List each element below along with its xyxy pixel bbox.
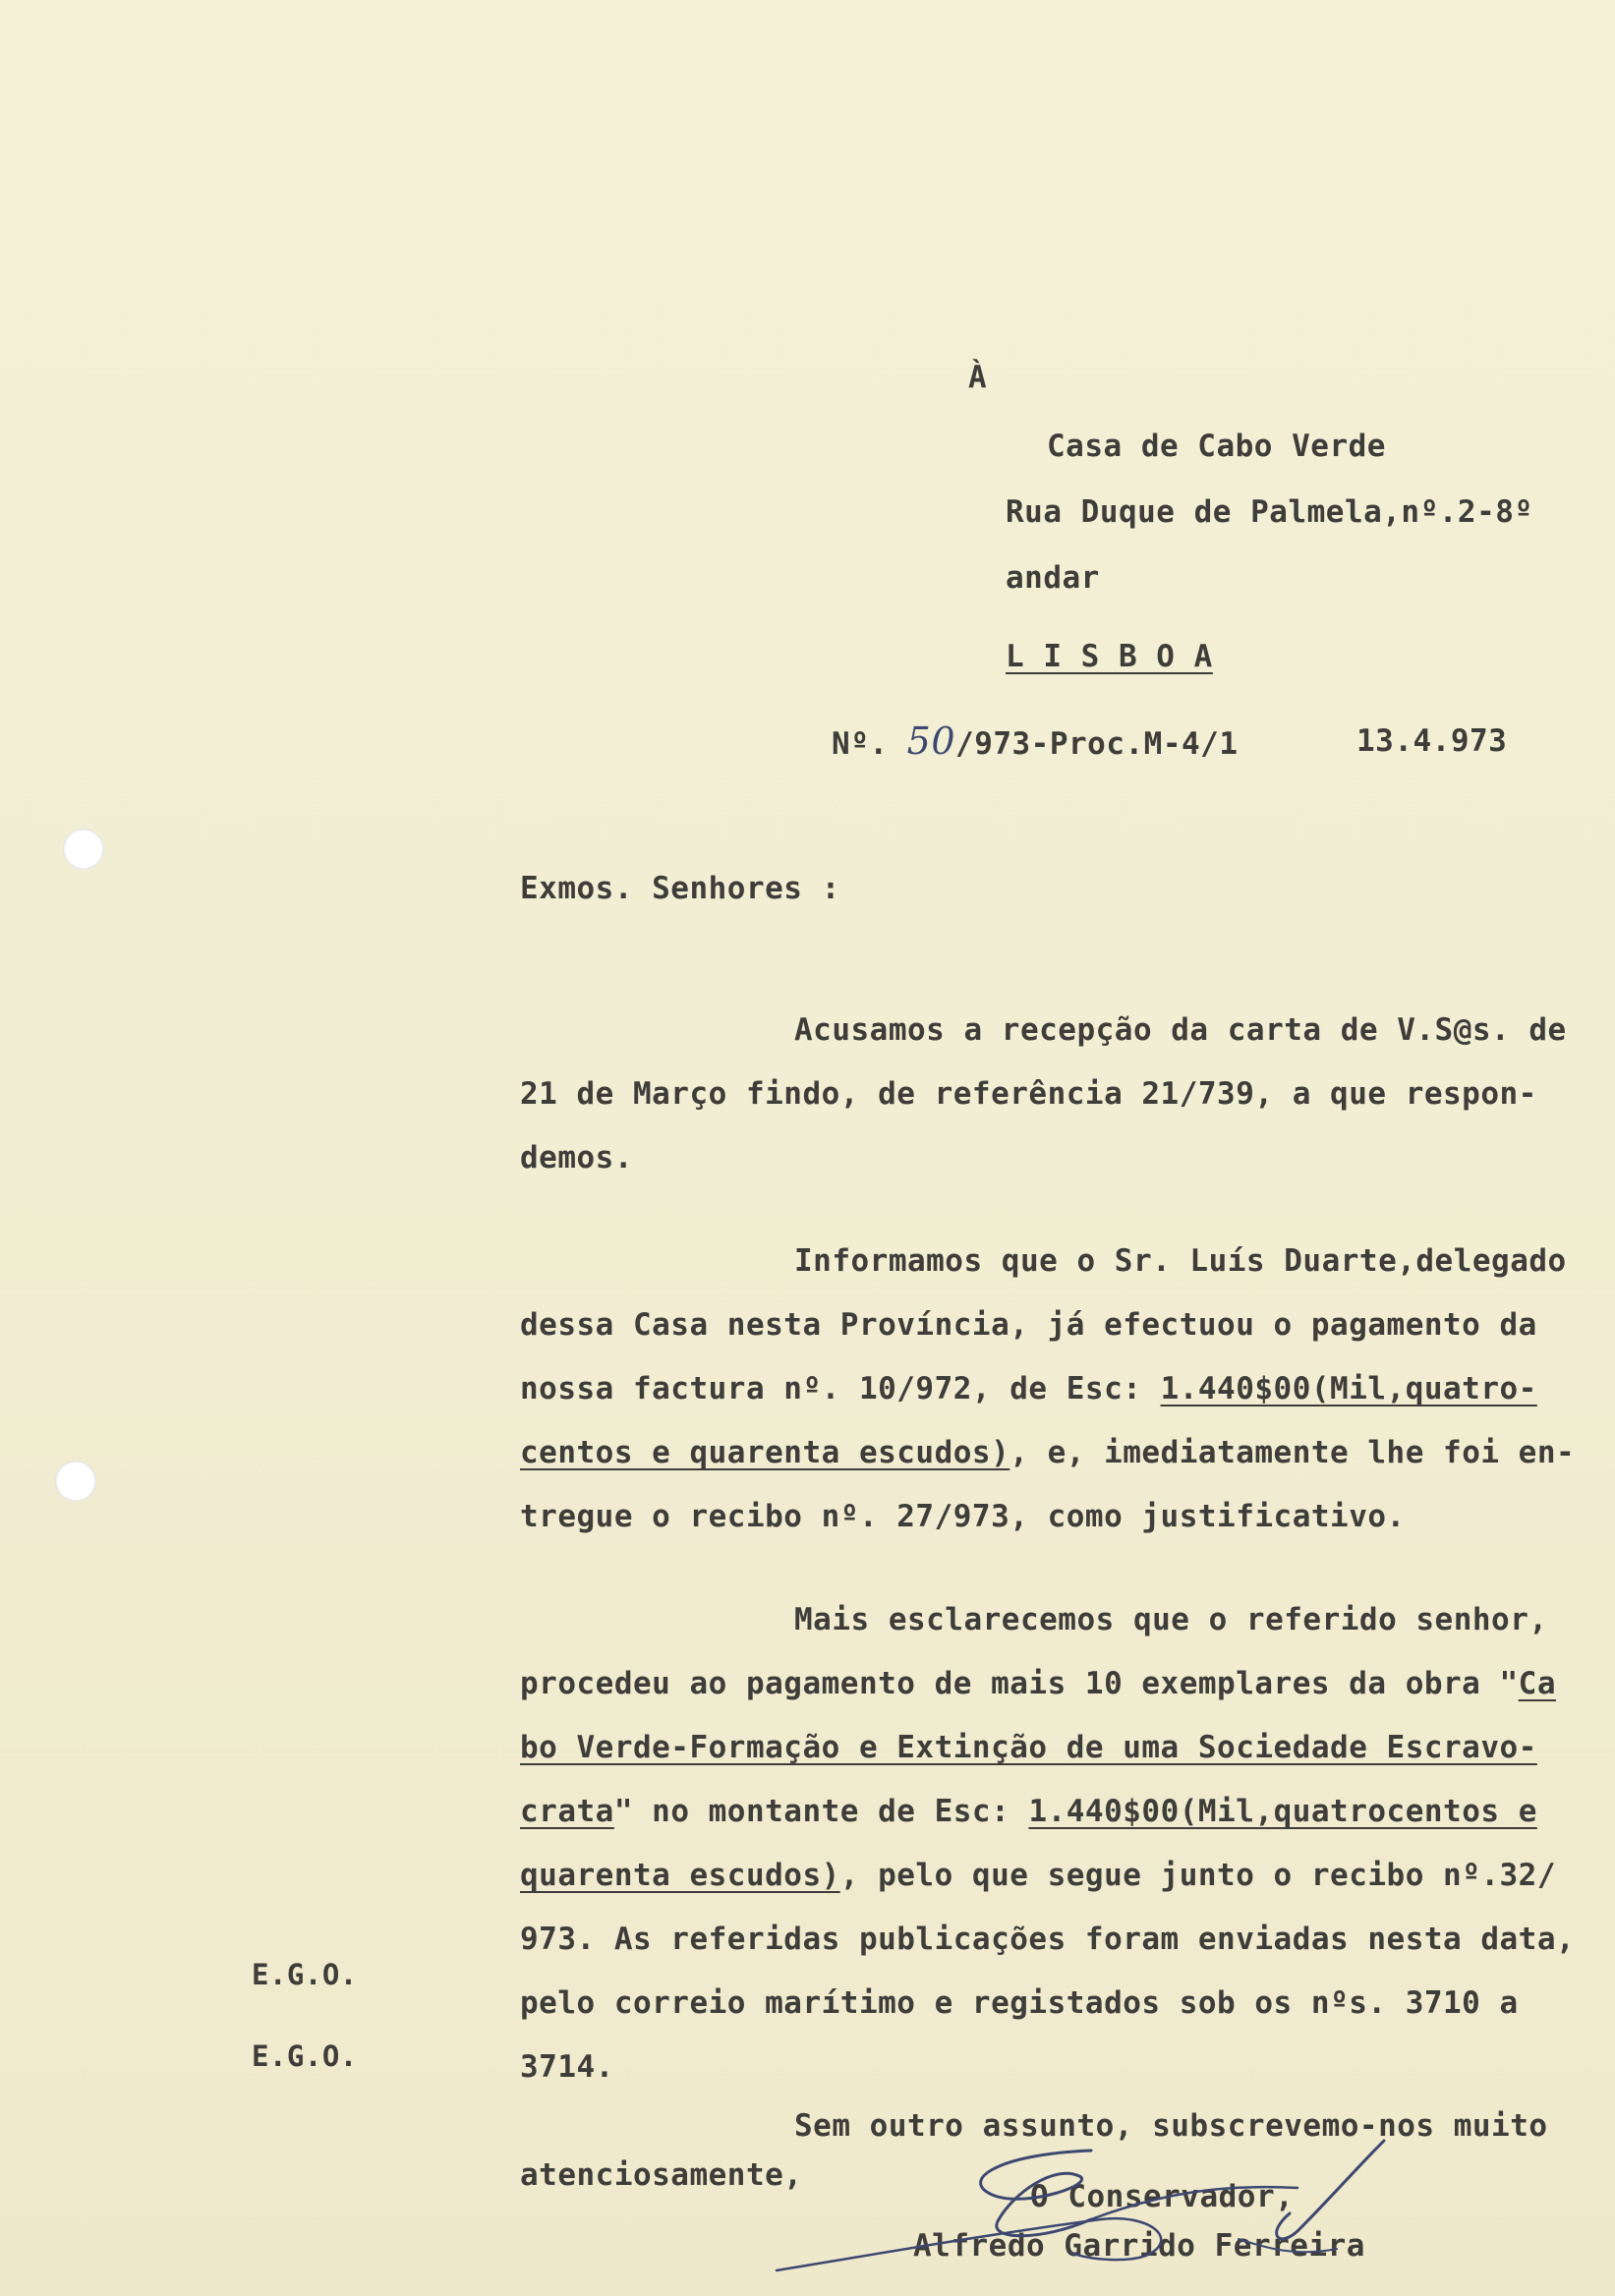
body-line [794,1012,1567,1048]
body-line [520,1922,1575,1957]
body-text: 973. As referidas publicações foram enviadas nesta data, [520,1922,1576,1957]
address-prefix: À [968,360,988,395]
body-text: tregue o recibo nº. 27/973, como justificativo. [520,1499,1406,1534]
body-line [794,1243,1567,1279]
body-text: Sem outro assunto, subscrevemo-nos muito [794,2108,1548,2144]
address-street-cont: andar [1006,560,1100,596]
signature-title: O Conservador, [1030,2179,1295,2214]
body-text: dessa Casa nesta Província, já efectuou o pagamento da [520,1307,1537,1343]
body-line [520,1076,1537,1112]
reference-line [832,719,1239,763]
body-text: 21 de Março findo, de referência 21/739, a que respon- [520,1076,1537,1112]
body-line [520,1858,1556,1893]
underlined-text: 1.440$00(Mil,quatro- [1160,1371,1537,1406]
margin-note: E.G.O. [252,1958,358,1991]
reference-number-handwritten: 50 [906,719,956,763]
body-line [520,1435,1575,1470]
underlined-text: 1.440$00(Mil,quatrocentos e [1028,1794,1537,1829]
body-line [520,1499,1406,1534]
underlined-text: centos e quarenta escudos) [520,1435,1010,1470]
reference-prefix: Nº. [832,726,889,762]
body-line [520,2049,614,2085]
body-text: atenciosamente, [520,2157,803,2193]
body-text: nossa factura nº. 10/972, de Esc: [520,1371,1161,1406]
body-text: , e, imediatamente lhe foi en- [1009,1435,1576,1470]
handwritten-signature [747,2123,1396,2296]
reference-date: 13.4.973 [1356,723,1508,759]
body-text: Informamos que o Sr. Luís Duarte,delegado [794,1243,1567,1279]
margin-note: E.G.O. [252,2039,358,2073]
underlined-text: Ca [1518,1666,1556,1701]
address-city: L I S B O A [1006,639,1213,674]
body-text: procedeu ao pagamento de mais 10 exemplares da obra " [520,1666,1519,1701]
body-line [794,1602,1548,1637]
body-line [520,1371,1537,1406]
underlined-text: bo Verde-Formação e Extinção de uma Sociedade Escravo- [520,1730,1537,1765]
reference-suffix: /973-Proc.M-4/1 [955,726,1239,762]
address-recipient: Casa de Cabo Verde [1047,429,1386,464]
body-text: Acusamos a recepção da carta de V.S@s. de [794,1012,1567,1048]
body-text: " no montante de Esc: [613,1794,1029,1829]
body-line [520,1307,1537,1343]
punch-hole-bottom [55,1461,96,1502]
body-text: pelo correio marítimo e registados sob os nºs. 3710 a [520,1985,1519,2021]
underlined-text: quarenta escudos) [520,1858,840,1893]
address-street: Rua Duque de Palmela,nº.2-8º [1006,494,1533,530]
body-text: 3714. [520,2049,614,2085]
body-text: demos. [520,1140,633,1176]
signature-name: Alfredo Garrido Ferreira [913,2228,1365,2264]
body-text: Mais esclarecemos que o referido senhor, [794,1602,1548,1637]
body-line [520,1730,1537,1765]
body-line [520,1985,1519,2021]
body-text: , pelo que segue junto o recibo nº.32/ [839,1858,1556,1893]
salutation: Exmos. Senhores : [520,871,840,906]
body-line [520,1666,1556,1701]
underlined-text: crata [520,1794,614,1829]
body-line [520,1140,633,1176]
punch-hole-top [63,829,104,870]
body-line [520,1794,1537,1829]
